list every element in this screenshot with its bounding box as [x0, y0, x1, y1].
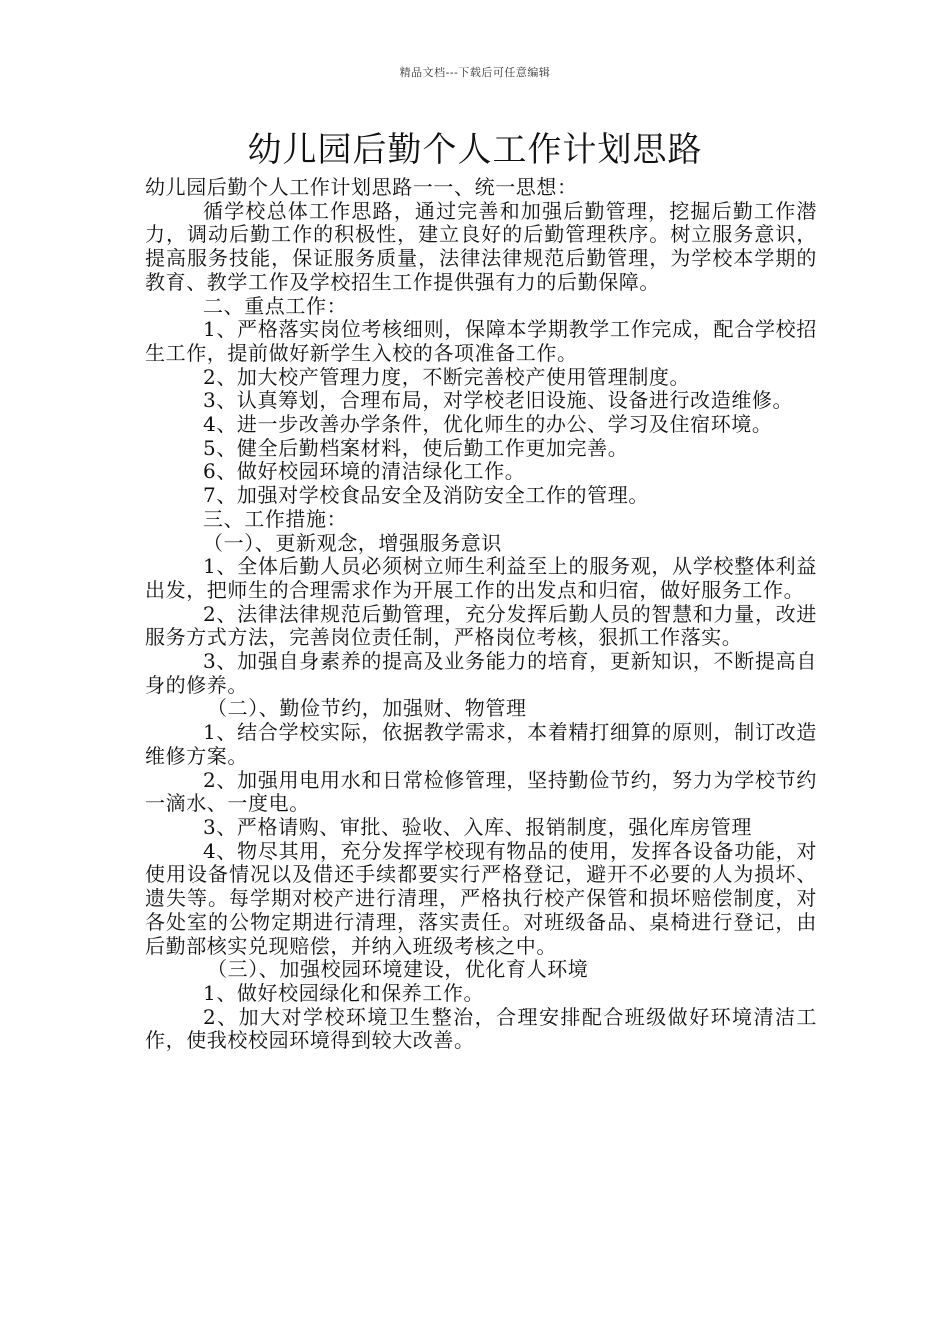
page-title: 幼儿园后勤个人工作计划思路: [247, 130, 703, 170]
paragraph: 幼儿园后勤个人工作计划思路一一、统一思想：: [145, 175, 578, 199]
paragraph: 循学校总体工作思路，通过完善和加强后勤管理，挖掘后勤工作潜力，调动后勤工作的积极性，建立良好的后勤管理秩序。树立服务意识，提高服务技能，保证服务质量，法律法律规范后勤管理，为学校本学期的教育、教学工作及学校招生工作提供强有力的后勤保障。: [145, 198, 817, 294]
list-item: 1、全体后勤人员必须树立师生利益至上的服务观，从学校整体利益出发，把师生的合理需求作为开展工作的出发点和归宿，做好服务工作。: [145, 554, 817, 602]
list-item: 2、加强用电用水和日常检修管理，坚持勤俭节约，努力为学校节约一滴水、一度电。: [145, 767, 817, 816]
list-item: 2、加大校产管理力度，不断完善校产使用管理制度。: [203, 364, 691, 389]
header-note: 精品文档---下载后可任意编辑: [399, 66, 551, 79]
list-item: 3、认真筹划，合理布局，对学校老旧设施、设备进行改造维修。: [203, 388, 794, 413]
list-item: 3、严格请购、审批、验收、入库、报销制度，强化库房管理: [203, 814, 752, 839]
list-item: 2、法律法律规范后勤管理，充分发挥后勤人员的智慧和力量，改进服务方式方法，完善岗位责任制，严格岗位考核，狠抓工作落实。: [145, 601, 817, 650]
document-body: [145, 176, 817, 1053]
subsection-heading: （三）、加强校园环境建设，优化育人环境: [207, 957, 589, 982]
list-item: 3、加强自身素养的提高及业务能力的培育，更新知识，不断提高自身的修养。: [145, 649, 817, 697]
list-item: 2、加大对学校环境卫生整治，合理安排配合班级做好环境清洁工作，使我校校园环境得到较大改善。: [145, 1004, 817, 1053]
list-item: 4、进一步改善办学条件，优化师生的办公、学习及住宿环境。: [203, 412, 773, 437]
list-item: 1、做好校园绿化和保养工作。: [203, 980, 485, 1005]
list-item: 1、严格落实岗位考核细则，保障本学期教学工作完成，配合学校招生工作，提前做好新学生入校的各项准备工作。: [145, 317, 817, 365]
subsection-heading: （一）、更新观念，增强服务意识: [203, 530, 502, 555]
section-heading: 三、工作措施：: [203, 506, 348, 531]
section-heading: 二、重点工作：: [203, 293, 348, 318]
list-item: 7、加强对学校食品安全及消防安全工作的管理。: [203, 483, 649, 508]
list-item: 4、物尽其用，充分发挥学校现有物品的使用，发挥各设备功能，对使用设备情况以及借还手续都要实行严格登记，避开不必要的人为损坏、遗失等。每学期对校产进行清理，严格执行校产保管和损坏赔偿制度，对各处室的公物定期进行清理，落实责任。对班级备品、桌椅进行登记，由后勤部核实兑现赔偿，并纳入班级考核之中。: [145, 838, 817, 958]
subsection-heading: （二）、勤俭节约，加强财、物管理: [207, 696, 527, 721]
list-item: 1、结合学校实际，依据教学需求，本着精打细算的原则，制订改造维修方案。: [145, 720, 817, 768]
list-item: 5、健全后勤档案材料，使后勤工作更加完善。: [203, 435, 629, 460]
list-item: 6、做好校园环境的清洁绿化工作。: [203, 459, 526, 484]
